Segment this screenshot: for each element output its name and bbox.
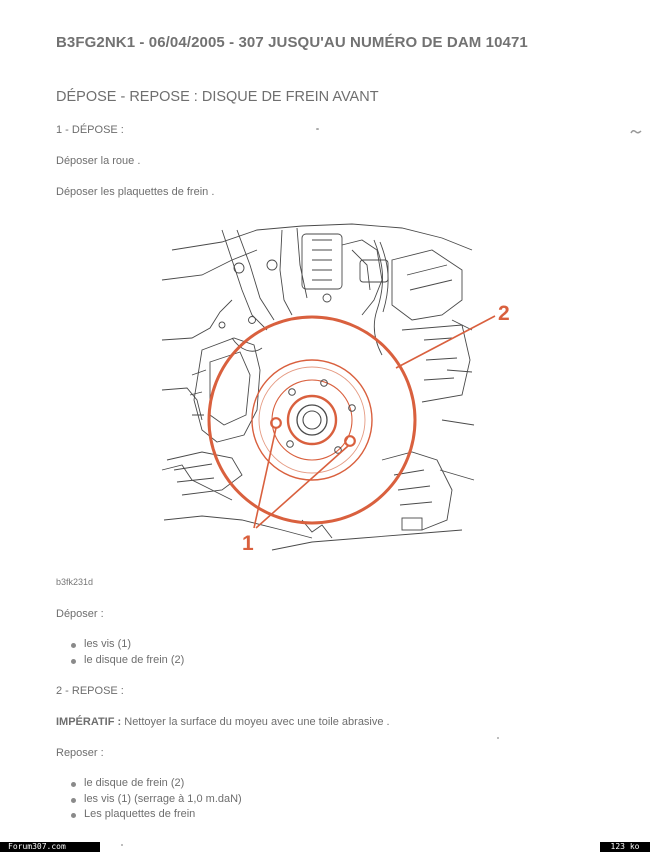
imperative-note (56, 716, 390, 728)
scan-speck (316, 128, 319, 130)
figure-caption: b3fk231d (56, 577, 94, 587)
brake-disc (209, 317, 415, 523)
step1-line1: Déposer la roue . (56, 155, 141, 167)
step1-line2: Déposer les plaquettes de frein . (56, 186, 215, 198)
list-item: Les plaquettes de frein (66, 807, 242, 823)
scan-speck (121, 844, 123, 846)
imperative-text: Nettoyer la surface du moyeu avec une toile abrasive . (121, 716, 390, 728)
brake-disc-diagram (162, 220, 510, 555)
install-list (66, 776, 242, 823)
footer-file-size: 123 ko (600, 842, 650, 852)
section-title: DÉPOSE - REPOSE : DISQUE DE FREIN AVANT (56, 89, 379, 105)
list-item: les vis (1) (66, 637, 184, 653)
document-title: B3FG2NK1 - 06/04/2005 - 307 JUSQU'AU NUMÉRO DE DAM 10471 (56, 34, 528, 51)
scan-speck (497, 737, 499, 739)
step1-heading: 1 - DÉPOSE : (56, 124, 124, 136)
step2-heading: 2 - REPOSE : (56, 685, 124, 697)
callout-label-2: 2 (498, 302, 510, 325)
remove-list (66, 637, 184, 668)
background-mechanics (162, 224, 474, 550)
footer-site-label: Forum307.com (0, 842, 100, 852)
callout-leaders (254, 316, 495, 528)
imperative-label: IMPÉRATIF : (56, 716, 122, 728)
callout-label-1: 1 (242, 532, 254, 555)
remove-label: Déposer : (56, 608, 104, 620)
scan-mark-icon (630, 128, 642, 136)
list-item: les vis (1) (serrage à 1,0 m.daN) (66, 792, 242, 808)
list-item: le disque de frein (2) (66, 653, 184, 669)
install-label: Reposer : (56, 747, 104, 759)
list-item: le disque de frein (2) (66, 776, 242, 792)
